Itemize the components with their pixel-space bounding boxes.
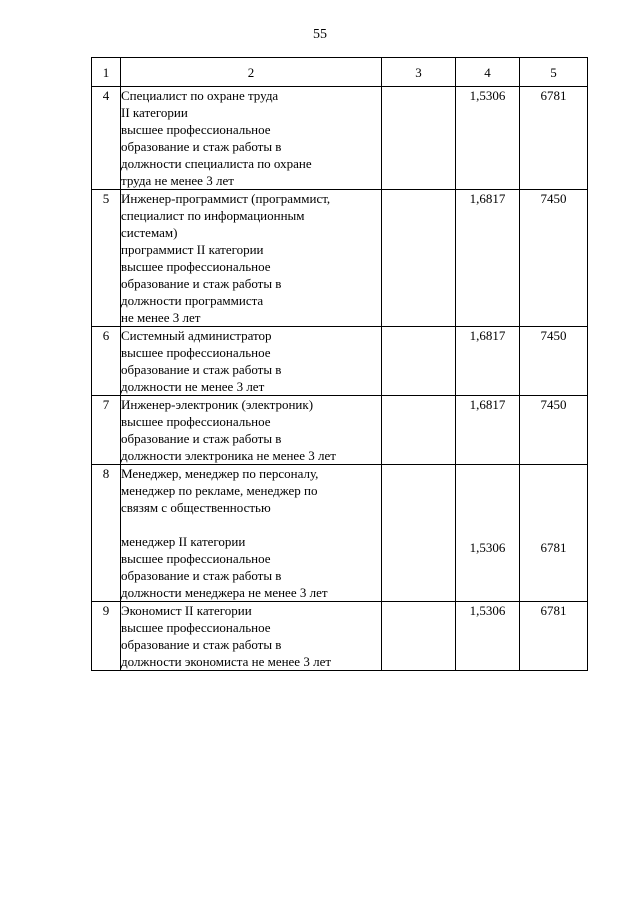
description-line: должности экономиста не менее 3 лет xyxy=(121,654,332,669)
description-line: высшее профессиональное xyxy=(121,414,271,429)
table-row xyxy=(92,396,588,465)
salary-cell: 7450 xyxy=(520,396,588,465)
description-line: Специалист по охране труда xyxy=(121,88,279,103)
description-line: должности специалиста по охране xyxy=(121,156,312,171)
description-line: должности не менее 3 лет xyxy=(121,379,265,394)
table-row xyxy=(92,465,588,602)
description-line: образование и стаж работы в xyxy=(121,637,282,652)
column-3-cell xyxy=(382,327,456,396)
column-3-cell xyxy=(382,396,456,465)
position-description xyxy=(121,602,382,671)
description-line: Системный администратор xyxy=(121,328,272,343)
salary-cell: 7450 xyxy=(520,190,588,327)
coefficient-cell: 1,5306 xyxy=(456,602,520,671)
paragraph-gap xyxy=(121,516,381,533)
description-line: менеджер по рекламе, менеджер по xyxy=(121,483,318,498)
description-line: образование и стаж работы в xyxy=(121,276,282,291)
column-3-cell xyxy=(382,465,456,602)
description-line: высшее профессиональное xyxy=(121,259,271,274)
description-line: должности менеджера не менее 3 лет xyxy=(121,585,328,600)
row-number: 8 xyxy=(92,465,121,602)
row-number: 9 xyxy=(92,602,121,671)
salary-cell: 6781 xyxy=(520,87,588,190)
description-line: системам) xyxy=(121,225,178,240)
column-3-cell xyxy=(382,602,456,671)
row-number: 6 xyxy=(92,327,121,396)
column-3-cell xyxy=(382,190,456,327)
header-cell-5: 5 xyxy=(520,58,588,87)
header-cell-4: 4 xyxy=(456,58,520,87)
table-header-row xyxy=(92,58,588,87)
table-row xyxy=(92,602,588,671)
description-line: Экономист II категории xyxy=(121,603,252,618)
salary-cell: 6781 xyxy=(520,602,588,671)
position-description xyxy=(121,190,382,327)
coefficient-cell: 1,5306 xyxy=(456,465,520,602)
description-line: образование и стаж работы в xyxy=(121,362,282,377)
salary-cell: 7450 xyxy=(520,327,588,396)
description-line: менеджер II категории xyxy=(121,534,246,549)
salary-cell: 6781 xyxy=(520,465,588,602)
row-number: 4 xyxy=(92,87,121,190)
coefficient-cell: 1,6817 xyxy=(456,327,520,396)
description-line: специалист по информационным xyxy=(121,208,305,223)
position-description xyxy=(121,327,382,396)
description-line: высшее профессиональное xyxy=(121,122,271,137)
description-line: должности электроника не менее 3 лет xyxy=(121,448,336,463)
description-line: образование и стаж работы в xyxy=(121,139,282,154)
coefficient-cell: 1,6817 xyxy=(456,396,520,465)
description-line: Инженер-программист (программист, xyxy=(121,191,331,206)
header-cell-3: 3 xyxy=(382,58,456,87)
coefficient-cell: 1,6817 xyxy=(456,190,520,327)
position-description xyxy=(121,465,382,602)
description-line: труда не менее 3 лет xyxy=(121,173,234,188)
column-3-cell xyxy=(382,87,456,190)
page-number: 55 xyxy=(313,27,327,42)
header-cell-1: 1 xyxy=(92,58,121,87)
position-description xyxy=(121,87,382,190)
description-line: связям с общественностью xyxy=(121,500,271,515)
description-line: образование и стаж работы в xyxy=(121,568,282,583)
table-row xyxy=(92,87,588,190)
description-line: Менеджер, менеджер по персоналу, xyxy=(121,466,319,481)
description-line: высшее профессиональное xyxy=(121,620,271,635)
coefficient-cell: 1,5306 xyxy=(456,87,520,190)
description-line: программист II категории xyxy=(121,242,264,257)
header-cell-2: 2 xyxy=(121,58,382,87)
table-row xyxy=(92,327,588,396)
description-line: образование и стаж работы в xyxy=(121,431,282,446)
position-description xyxy=(121,396,382,465)
row-number: 5 xyxy=(92,190,121,327)
positions-table xyxy=(91,57,588,671)
description-line: не менее 3 лет xyxy=(121,310,201,325)
row-number: 7 xyxy=(92,396,121,465)
description-line: II категории xyxy=(121,105,188,120)
description-line: высшее профессиональное xyxy=(121,551,271,566)
table-row xyxy=(92,190,588,327)
description-line: должности программиста xyxy=(121,293,264,308)
description-line: высшее профессиональное xyxy=(121,345,271,360)
description-line: Инженер-электроник (электроник) xyxy=(121,397,314,412)
